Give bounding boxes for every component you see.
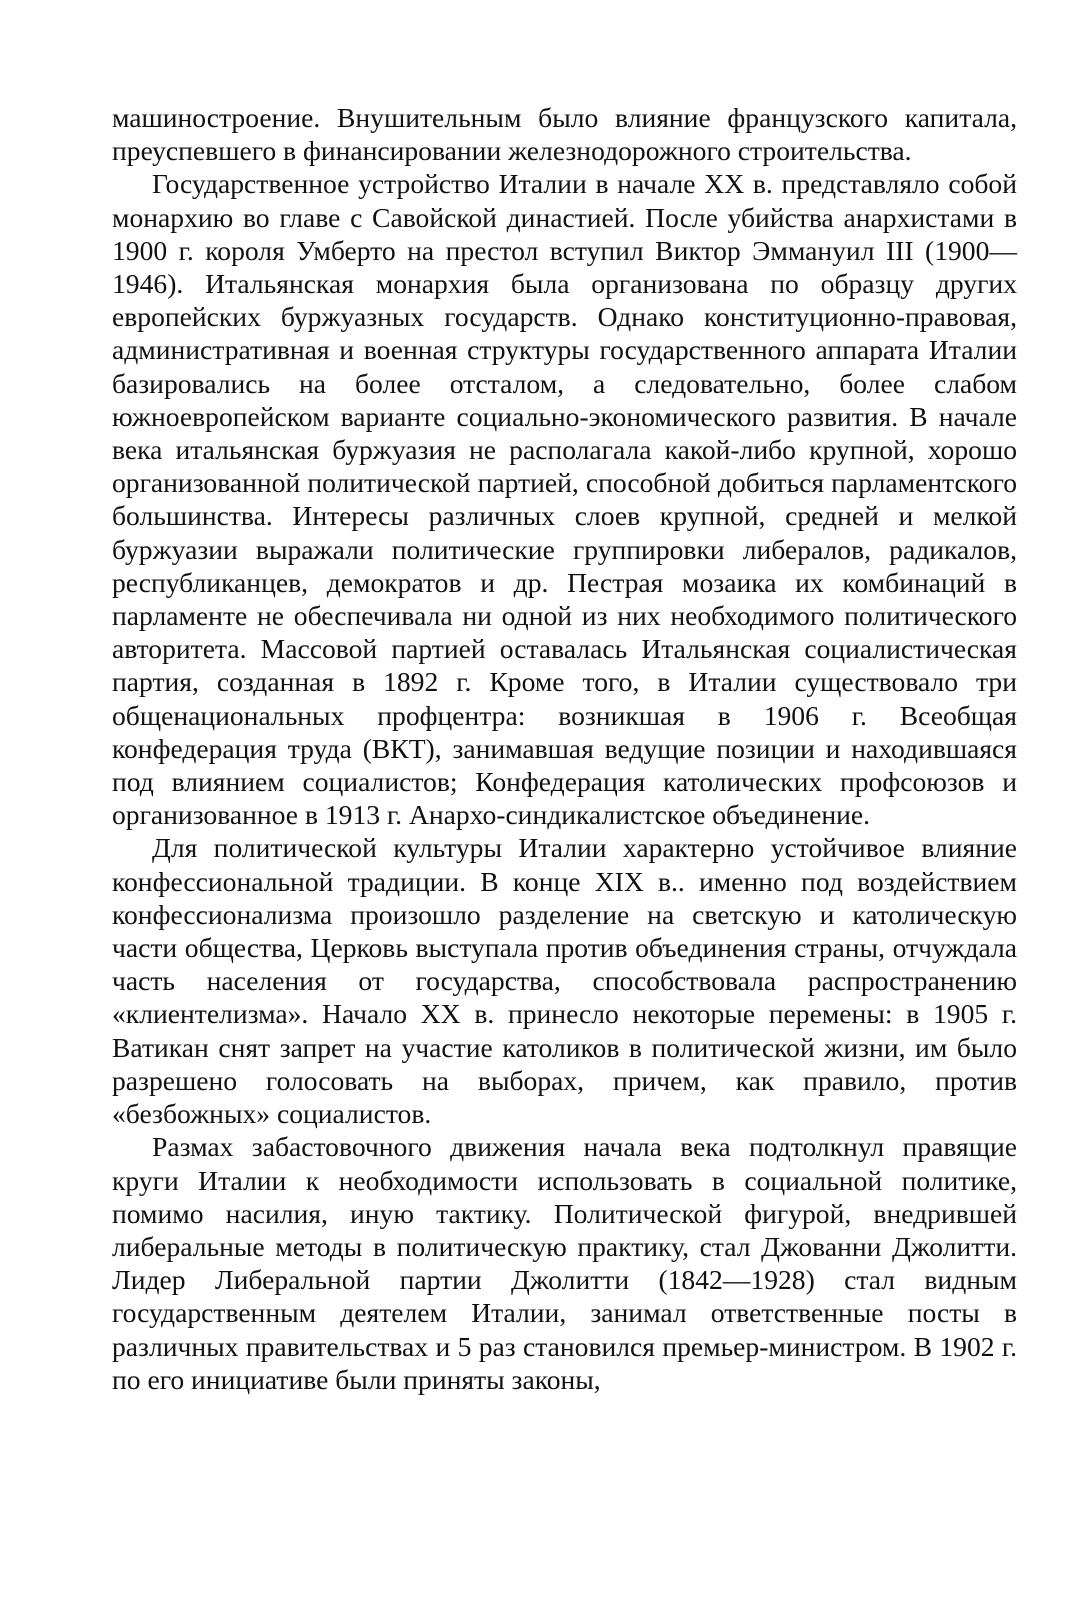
paragraph-4: Размах забастовочного движения начала века подтолкнул правящие круги Италии к необходимости использовать в социальной политике, помимо насилия, иную тактику. Политической фигурой, внедрившей либеральные методы в политическую практику, стал Джованни Джолитти. Лидер Либеральной партии Джолитти (1842—1928) стал видным государственным деятелем Италии, занимал ответственные посты в различных правительствах и 5 раз становился премьер-министром. В 1902 г. по его инициативе были приняты законы, xyxy=(112,1131,1017,1395)
paragraph-1: машиностроение. Внушительным было влияние французского капитала, преуспевшего в финансировании железнодорожного строительства. xyxy=(112,102,1017,167)
body-text xyxy=(112,101,1017,1396)
paragraph-2: Государственное устройство Италии в начале XX в. представляло собой монархию во главе с Савойской династией. После убийства анархистами в 1900 г. короля Умберто на престол вступил Виктор Эммануил III (1900—1946). Итальянская монархия была организована по образцу других европейских буржуазных государств. Однако конституционно-правовая, административная и военная структуры государственного аппарата Италии базировались на более отсталом, а следовательно, более слабом южноевропейском варианте социально-экономического развития. В начале века итальянская буржуазия не располагала какой-либо крупной, хорошо организованной политической партией, способной добиться парламентского большинства. Интересы различных слоев крупной, средней и мелкой буржуазии выражали политические группировки либералов, радикалов, республиканцев, демократов и др. Пестрая мозаика их комбинаций в парламенте не обеспечивала ни одной из них необходимого политического авторитета. Массовой партией оставалась Итальянская социалистическая партия, созданная в 1892 г. Кроме того, в Италии существовало три общенациональных профцентра: возникшая в 1906 г. Всеобщая конфедерация труда (ВКТ), занимавшая ведущие позиции и находившаяся под влиянием социалистов; Конфедерация католических профсоюзов и организованное в 1913 г. Анархо-синдикалистское объединение. xyxy=(112,168,1017,831)
paragraph-3: Для политической культуры Италии характерно устойчивое влияние конфессиональной традиции. В конце XIX в.. именно под воздействием конфессионализма произошло разделение на светскую и католическую части общества, Церковь выступала против объединения страны, отчуждала часть населения от государства, способствовала распространению «клиентелизма». Начало XX в. принесло некоторые перемены: в 1905 г. Ватикан снят запрет на участие католиков в политической жизни, им было разрешено голосовать на выборах, причем, как правило, против «безбожных» социалистов. xyxy=(112,832,1017,1130)
